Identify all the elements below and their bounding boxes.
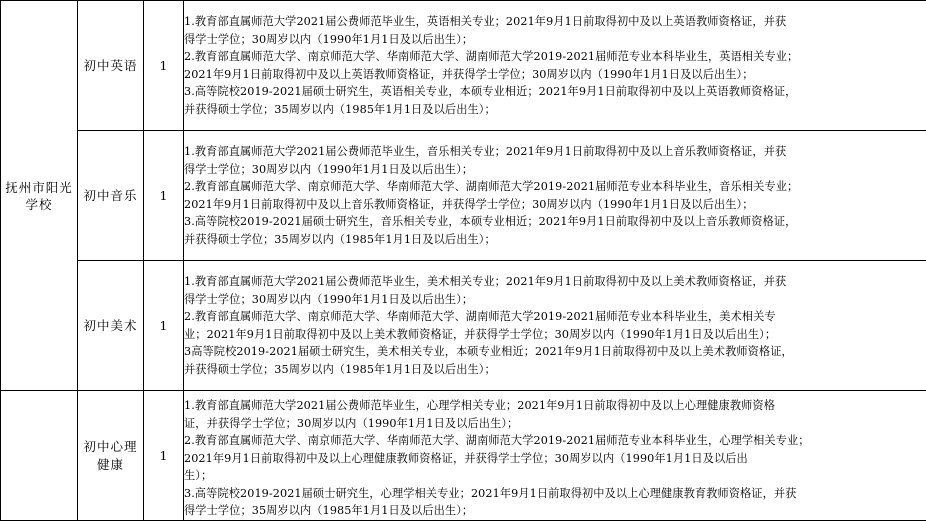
requirement-line: 1.教育部直属师范大学2021届公费师范毕业生，心理学相关专业；2021年9月1日前取得初中及以上心理健康教师资格 [184,397,926,415]
requirement-line: 业；2021年9月1日前取得初中及以上美术教师资格证，并获得学士学位；30周岁以内（1990年1月1日及以后出生）； [184,326,926,344]
requirement-line: 2.教育部直属师范大学、南京师范大学、华南师范大学、湖南师范大学2019-2021届师范专业本科毕业生，音乐相关专业； [184,178,926,196]
position-cell: 初中美术 [78,261,144,391]
requirement-line: 3.高等院校2019-2021届硕士研究生，英语相关专业，本硕专业相近；2021年9月1日前取得初中及以上英语教师资格证， [184,83,926,101]
requirement-line: 3高等院校2019-2021届硕士研究生，美术相关专业，本硕专业相近；2021年9月1日前取得初中及以上美术教师资格证， [184,343,926,361]
count-cell: 1 [144,1,184,131]
requirements-cell [184,261,926,391]
position-cell: 初中音乐 [78,131,144,261]
requirement-line: 并获得硕士学位；35周岁以内（1985年1月1日及以后出生）； [184,101,926,119]
requirement-line: 得学士学位；35周岁以内（1985年1月1日及以后出生）； [184,502,926,520]
requirement-line: 得学士学位；30周岁以内（1990年1月1日及以后出生）； [184,161,926,179]
requirement-line: 生）； [184,467,926,485]
requirement-line: 并获得硕士学位；35周岁以内（1985年1月1日及以后出生）； [184,361,926,379]
requirement-line: 1.教育部直属师范大学2021届公费师范毕业生，美术相关专业；2021年9月1日前取得初中及以上美术教师资格证，并获 [184,273,926,291]
position-line1: 初中心理 [78,438,143,456]
table-row-music [1,131,926,261]
requirements-cell [184,131,926,261]
requirement-line: 得学士学位；30周岁以内（1990年1月1日及以后出生）； [184,31,926,49]
requirement-line: 2.教育部直属师范大学、南京师范大学、华南师范大学、湖南师范大学2019-2021届师范专业本科毕业生，英语相关专业； [184,48,926,66]
position-line2: 健康 [78,456,143,474]
count-cell: 1 [144,131,184,261]
requirements-cell [184,1,926,131]
requirement-line: 2021年9月1日前取得初中及以上英语教师资格证，并获得学士学位；30周岁以内（1990年1月1日及以后出生）； [184,66,926,84]
table-row-psychology [1,391,926,521]
requirements-cell [184,391,926,521]
requirement-line: 1.教育部直属师范大学2021届公费师范毕业生，音乐相关专业；2021年9月1日前取得初中及以上音乐教师资格证，并获 [184,143,926,161]
requirement-line: 2.教育部直属师范大学、南京师范大学、华南师范大学、湖南师范大学2019-2021届师范专业本科毕业生，美术相关专 [184,308,926,326]
requirement-line: 2.教育部直属师范大学、南京师范大学、华南师范大学、湖南师范大学2019-2021届师范专业本科毕业生，心理学相关专业； [184,432,926,450]
requirement-line: 1.教育部直属师范大学2021届公费师范毕业生，英语相关专业；2021年9月1日前取得初中及以上英语教师资格证，并获 [184,13,926,31]
requirement-line: 证，并获得学士学位；30周岁以内（1990年1月1日及以后出生）； [184,415,926,433]
requirement-line: 得学士学位；30周岁以内（1990年1月1日及以后出生）； [184,291,926,309]
requirement-line: 3.高等院校2019-2021届硕士研究生，心理学相关专业；2021年9月1日前取得初中及以上心理健康教育教师资格证，并获 [184,485,926,503]
count-cell: 1 [144,261,184,391]
requirement-line: 3.高等院校2019-2021届硕士研究生，音乐相关专业，本硕专业相近；2021年9月1日前取得初中及以上音乐教师资格证， [184,213,926,231]
table-row-english [1,1,926,131]
school-name-line2: 学校 [1,196,77,213]
requirement-line: 并获得硕士学位；35周岁以内（1985年1月1日及以后出生）； [184,231,926,249]
table-row-art [1,261,926,391]
requirement-line: 2021年9月1日前取得初中及以上音乐教师资格证，并获得学士学位；30周岁以内（1990年1月1日及以后出生）； [184,196,926,214]
requirement-line: 2021年9月1日前取得初中及以上心理健康教师资格证，并获得学士学位；30周岁以内（1990年1月1日及以后出 [184,450,926,468]
position-cell [78,391,144,521]
school-name-line1: 抚州市阳光 [1,179,77,196]
school-name-cell [1,1,78,391]
school-continuation-cell [1,391,78,521]
count-cell: 1 [144,391,184,521]
position-cell: 初中英语 [78,1,144,131]
